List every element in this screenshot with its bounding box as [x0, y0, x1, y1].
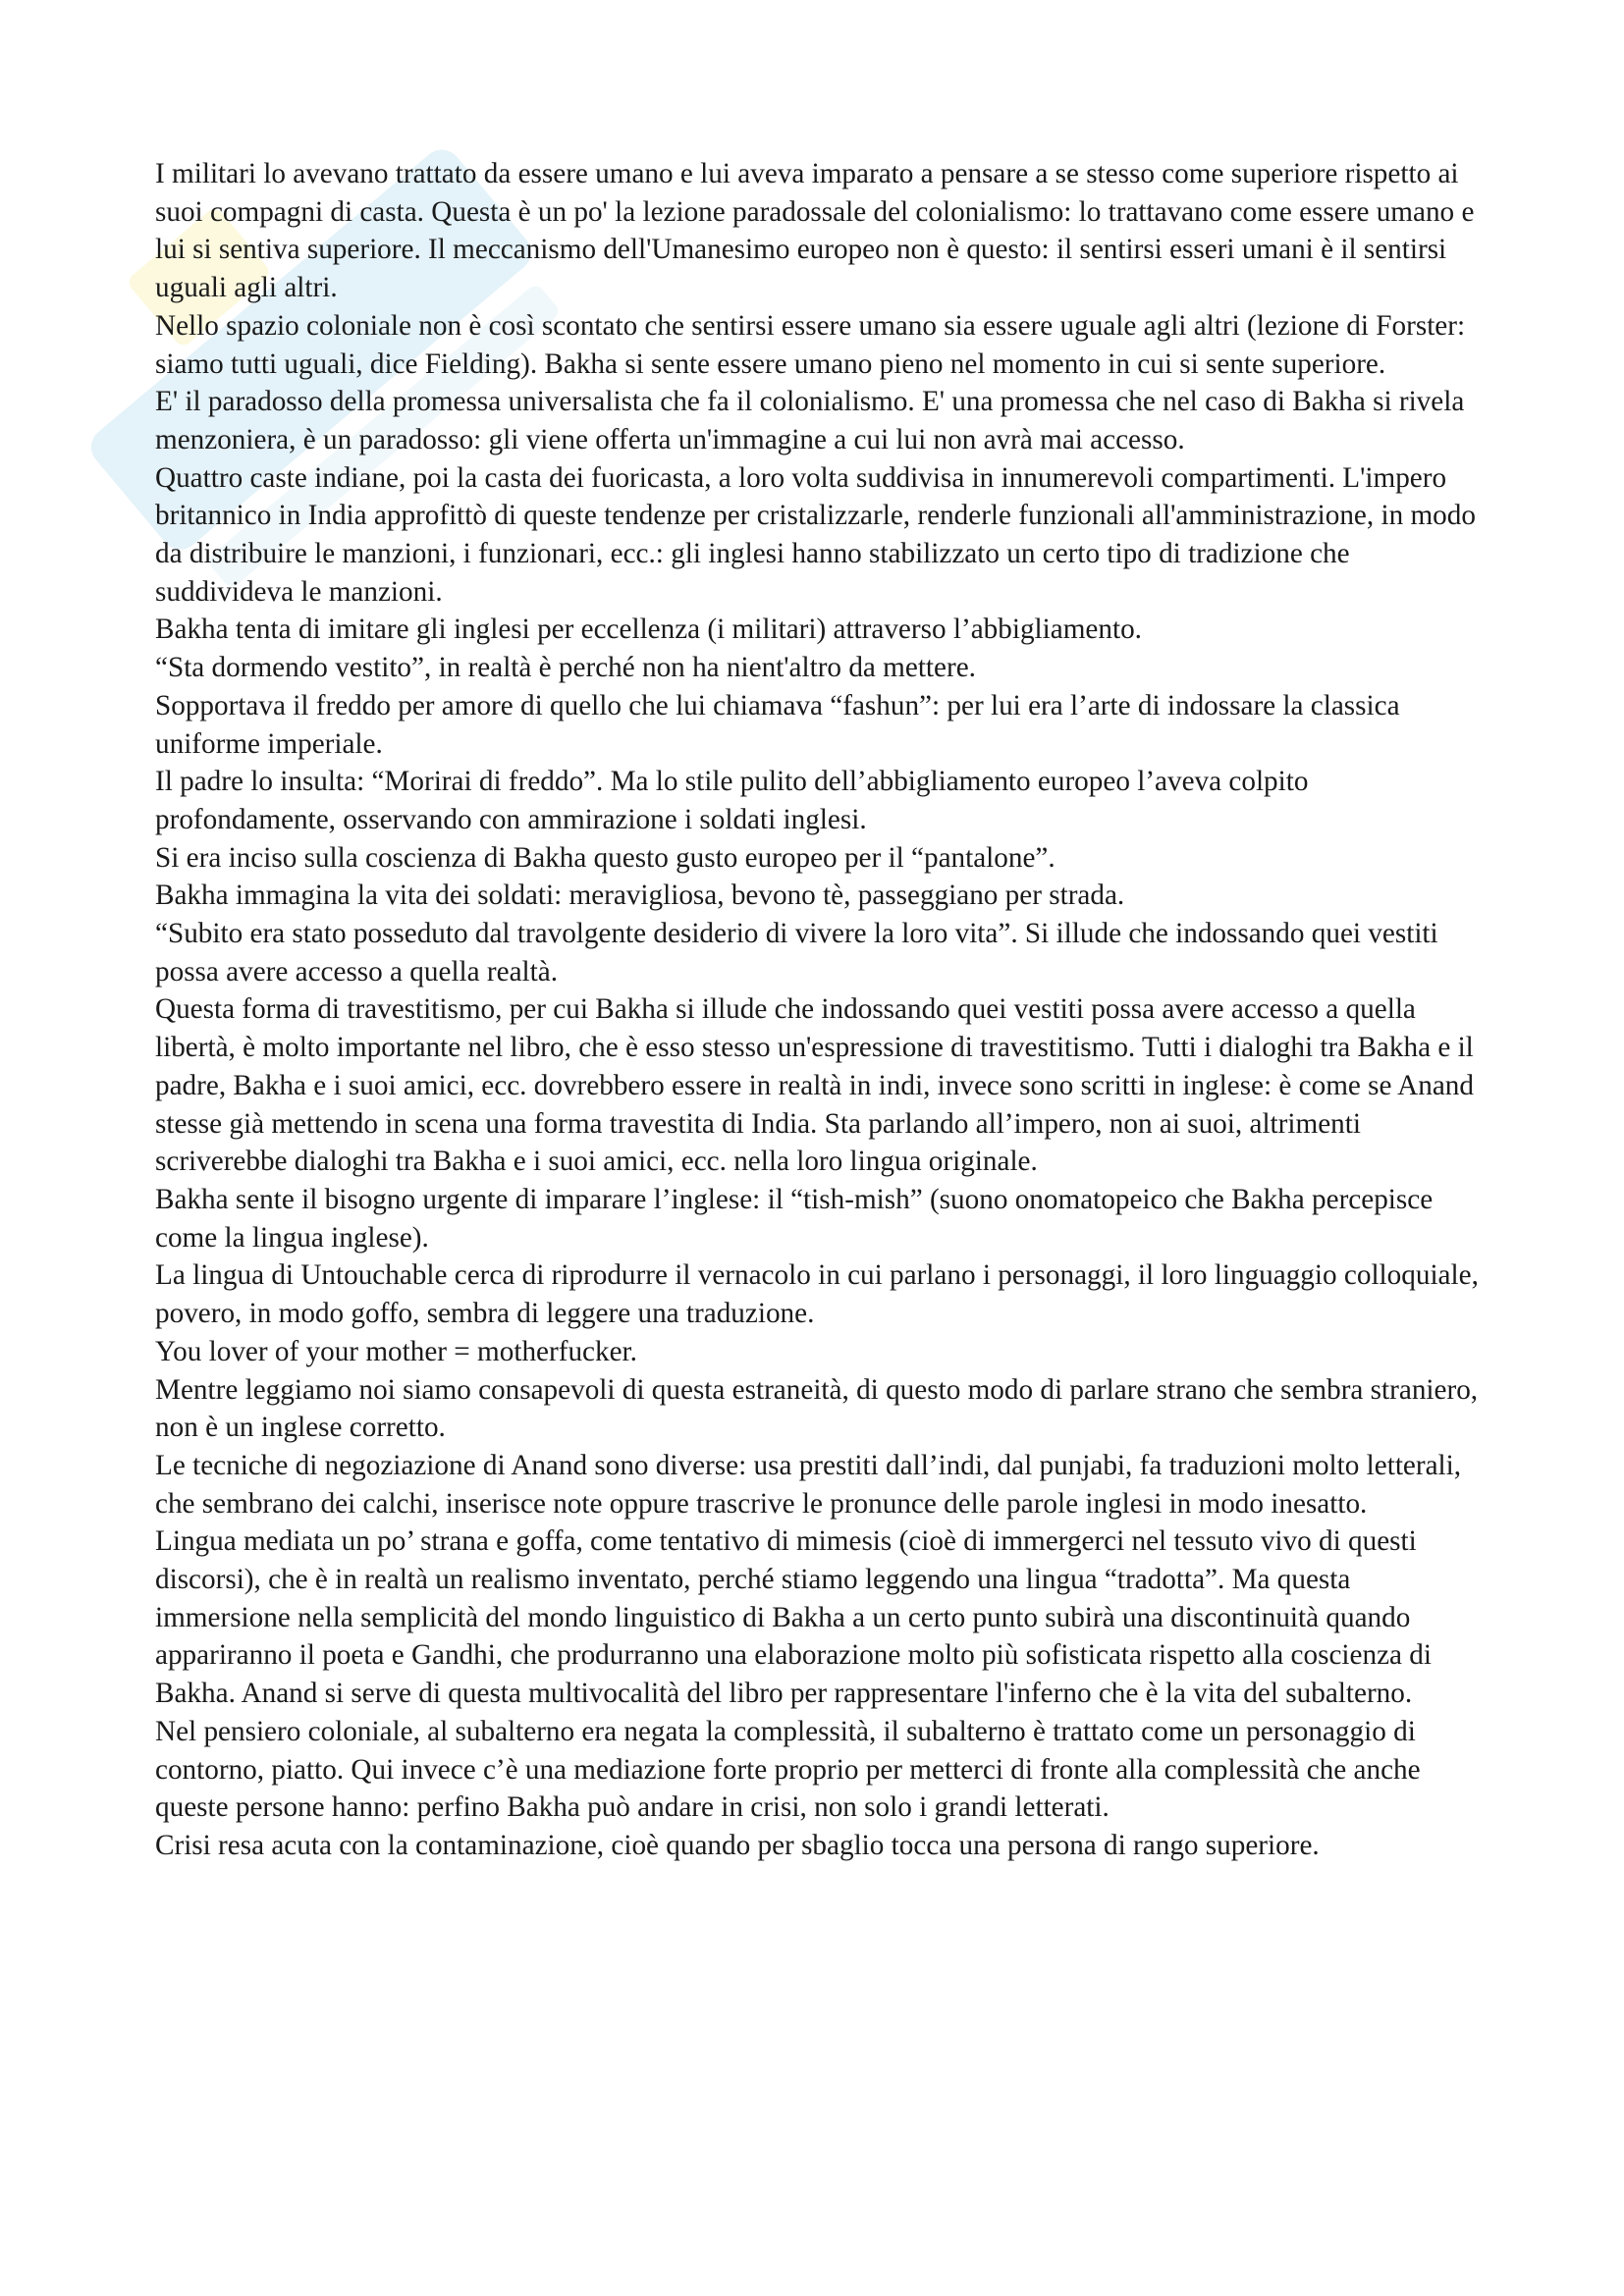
paragraph: Nel pensiero coloniale, al subalterno era negata la complessità, il subalterno è trattato come un personaggio di contorno, piatto. Qui invece c’è una mediazione forte proprio per metterci di fronte alla complessità che anche queste persone hanno: perfino Bakha può andare in crisi, non solo i grandi letterati. — [155, 1715, 1421, 1824]
paragraph: Bakha immagina la vita dei soldati: meravigliosa, bevono tè, passeggiano per strada. — [155, 880, 1125, 912]
paragraph: Il padre lo insulta: “Morirai di freddo”. Ma lo stile pulito dell’abbigliamento europeo l’aveva colpito profondamente, osservando con ammirazione i soldati inglesi. — [155, 766, 1309, 835]
paragraph: Le tecniche di negoziazione di Anand sono diverse: usa prestiti dall’indi, dal punjabi, fa traduzioni molto letterali, che sembrano dei calchi, inserisce note oppure trascrive le pronunce delle parole inglesi in modo inesatto. — [155, 1449, 1462, 1520]
paragraph: La lingua di Untouchable cerca di riprodurre il vernacolo in cui parlano i personaggi, il loro linguaggio colloquiale, povero, in modo goffo, sembra di leggere una traduzione. — [155, 1259, 1479, 1330]
paragraph: Nello spazio coloniale non è così scontato che sentirsi essere umano sia essere uguale agli altri (lezione di Forster: siamo tutti uguali, dice Fielding). Bakha si sente essere umano pieno nel momento in cui si sente superiore. — [155, 309, 1466, 380]
paragraph: Questa forma di travestitismo, per cui Bakha si illude che indossando quei vestiti possa avere accesso a quella libertà, è molto importante nel libro, che è esso stesso un'espressione di travestitismo. Tutti i dialoghi tra Bakha e il padre, Bakha e i suoi amici, ecc. dovrebbero essere in realtà in indi, invece sono scritti in inglese: è come se Anand stesse già mettendo in scena una forma travestita di India. Sta parlando all’impero, non ai suoi, altrimenti scriverebbe dialoghi tra Bakha e i suoi amici, ecc. nella loro lingua originale. — [155, 993, 1474, 1178]
paragraph: Sopportava il freddo per amore di quello che lui chiamava “fashun”: per lui era l’arte di indossare la classica uniforme imperiale. — [155, 689, 1400, 760]
paragraph: Si era inciso sulla coscienza di Bakha questo gusto europeo per il “pantalone”. — [155, 841, 1056, 874]
paragraph: Bakha sente il bisogno urgente di imparare l’inglese: il “tish-mish” (suono onomatopeico che Bakha percepisce come la lingua inglese). — [155, 1183, 1434, 1254]
paragraph: Lingua mediata un po’ strana e goffa, come tentativo di mimesis (cioè di immergerci nel tessuto vivo di questi discorsi), che è in realtà un realismo inventato, perché stiamo leggendo una lingua “tradotta”. Ma questa immersione nella semplicità del mondo linguistico di Bakha a un certo punto subirà una discontinuità quando appariranno il poeta e Gandhi, che produrranno una elaborazione molto più sofisticata rispetto alla coscienza di Bakha. Anand si serve di questa multivocalità del libro per rappresentare l'inferno che è la vita del subalterno. — [155, 1525, 1432, 1710]
paragraph: “Subito era stato posseduto dal travolgente desiderio di vivere la loro vita”. Si illude che indossando quei vestiti possa avere accesso a quella realtà. — [155, 918, 1438, 988]
paragraph: Crisi resa acuta con la contaminazione, cioè quando per sbaglio tocca una persona di rango superiore. — [155, 1829, 1320, 1861]
paragraph: Mentre leggiamo noi siamo consapevoli di questa estraneità, di questo modo di parlare strano che sembra straniero, non è un inglese corretto. — [155, 1373, 1479, 1444]
paragraph: E' il paradosso della promessa universalista che fa il colonialismo. E' una promessa che nel caso di Bakha si rivela menzoniera, è un paradosso: gli viene offerta un'immagine a cui lui non avrà mai accesso. — [155, 386, 1465, 455]
document-body — [155, 155, 1490, 1865]
paragraph: You lover of your mother = motherfucker. — [155, 1335, 637, 1367]
paragraph: “Sta dormendo vestito”, in realtà è perché non ha nient'altro da mettere. — [155, 652, 976, 684]
paragraph: Bakha tenta di imitare gli inglesi per eccellenza (i militari) attraverso l’abbigliamento. — [155, 614, 1142, 646]
paragraph: Quattro caste indiane, poi la casta dei fuoricasta, a loro volta suddivisa in innumerevoli compartimenti. L'impero britannico in India approfittò di queste tendenze per cristalizzarle, renderle funzionali all'amministrazione, in modo da distribuire le manzioni, i funzionari, ecc.: gli inglesi hanno stabilizzato un certo tipo di tradizione che suddivideva le manzioni. — [155, 461, 1476, 608]
paragraph: I militari lo avevano trattato da essere umano e lui aveva imparato a pensare a se stesso come superiore rispetto ai suoi compagni di casta. Questa è un po' la lezione paradossale del colonialismo: lo trattavano come essere umano e lui si sentiva superiore. Il meccanismo dell'Umanesimo europeo non è questo: il sentirsi esseri umani è il sentirsi uguali agli altri. — [155, 158, 1475, 304]
